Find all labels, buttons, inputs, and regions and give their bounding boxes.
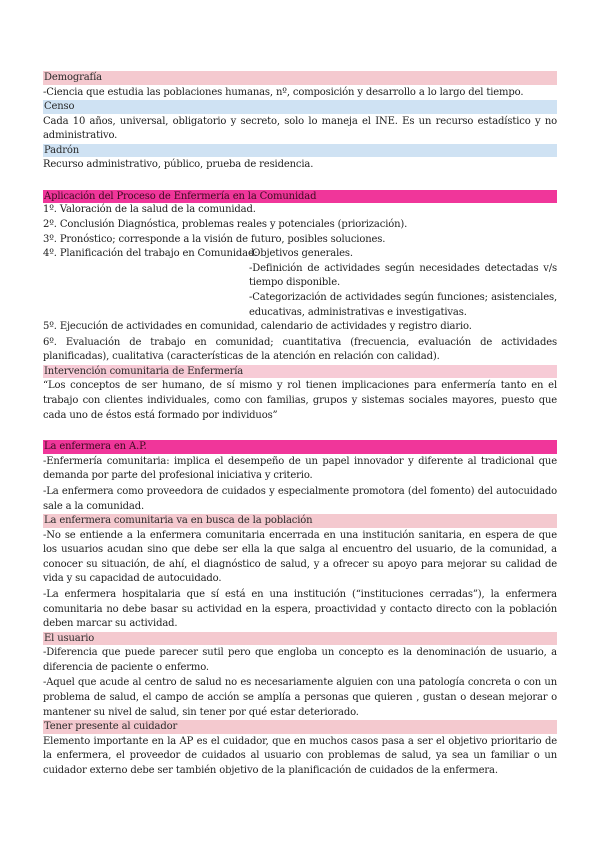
section-title-padron: Padrón	[43, 144, 557, 158]
plan-item: -Objetivos generales.	[249, 248, 353, 260]
plan-item: -Definición de actividades según necesidades detectadas v/s tiempo disponible.	[249, 262, 557, 289]
demografia-text: -Ciencia que estudia las poblaciones humanas, nº, composición y desarrollo a lo largo del tiempo.	[43, 86, 524, 98]
document-page	[43, 71, 557, 779]
intervencion-text: “Los conceptos de ser humano, de sí mismo y rol tienen implicaciones para enfermería tanto en el trabajo con clientes individuales, como con familias, grupos y sistemas sociales mayores, puesto que cada uno de éstos está formado por individuos”	[43, 380, 557, 421]
plan-item: -Categorización de actividades según funciones; asistenciales, educativas, administrativas e investigativas.	[249, 291, 557, 318]
section-title-cuidador: Tener presente al cuidador	[43, 720, 557, 734]
section-title-aplicacion: Aplicación del Proceso de Enfermería en la Comunidad	[43, 190, 557, 204]
enfermera-ap-text-1: -Enfermería comunitaria: implica el desempeño de un papel innovador y diferente al tradicional que demanda por parte del profesional iniciativa y criterio.	[43, 455, 557, 482]
section-title-enfermera-ap: La enfermera en A.P.	[43, 440, 557, 454]
enfermera-ap-text-2: -La enfermera como proveedora de cuidados y especialmente promotora (del fomento) del autocuidado sale a la comunidad.	[43, 485, 557, 512]
usuario-text-2: -Aquel que acude al centro de salud no es necesariamente alguien con una patología concreta o con un problema de salud, el campo de acción se amplía a personas que quieren , gustan o desean mejorar o mantener su nivel de salud, sin tener por qué estar deteriorado.	[43, 677, 557, 718]
section-title-censo: Censo	[43, 100, 557, 114]
section-title-busca-poblacion: La enfermera comunitaria va en busca de la población	[43, 514, 557, 528]
section-title-demografia: Demografía	[43, 71, 557, 85]
busca-poblacion-text-1: -No se entiende a la enfermera comunitaria encerrada en una institución sanitaria, en espera de que los usuarios acudan sino que debe ser ella la que salga al encuentro del usuario, de la comunidad, a conocer su situación, de ahí, el diagnóstico de salud, y a ofrecer su apoyo para mejorar su calidad de vida y su capacidad de autocuidado.	[43, 529, 557, 585]
aplicacion-step-6: 6º. Evaluación de trabajo en comunidad; cuantitativa (frecuencia, evaluación de actividades planificadas), cualitativa (características de la atención en relación con calidad).	[43, 336, 557, 363]
aplicacion-step-1: 1º. Valoración de la salud de la comunidad.	[43, 204, 256, 216]
aplicacion-step-4-label: 4º. Planificación del trabajo en Comunidad:	[43, 248, 258, 260]
busca-poblacion-text-2: -La enfermera hospitalaria que sí está en una institución (“instituciones cerradas”), la enfermera comunitaria no debe basar su actividad en la espera, proactividad y contacto directo con la población deben marcar su actividad.	[43, 588, 557, 630]
padron-text: Recurso administrativo, público, prueba de residencia.	[43, 159, 314, 171]
censo-text: Cada 10 años, universal, obligatorio y secreto, solo lo maneja el INE. Es un recurso estadístico y no administrativo.	[43, 115, 557, 142]
aplicacion-step-5: 5º. Ejecución de actividades en comunidad, calendario de actividades y registro diario.	[43, 321, 472, 333]
section-title-intervencion: Intervención comunitaria de Enfermería	[43, 365, 557, 379]
usuario-text-1: -Diferencia que puede parecer sutil pero que engloba un concepto es la denominación de usuario, a diferencia de paciente o enfermo.	[43, 647, 557, 673]
cuidador-text: Elemento importante en la AP es el cuidador, que en muchos casos pasa a ser el objetivo prioritario de la enfermera, el proveedor de cuidados al usuario con problemas de salud, ya sea un familiar o un cuidador externo debe ser también objetivo de la planificación de cuidados de la enfermera.	[43, 735, 557, 776]
section-title-usuario: El usuario	[43, 632, 557, 646]
aplicacion-step-2: 2º. Conclusión Diagnóstica, problemas reales y potenciales (priorización).	[43, 218, 408, 230]
aplicacion-step-4	[43, 247, 557, 320]
aplicacion-step-3: 3º. Pronóstico; corresponde a la visión de futuro, posibles soluciones.	[43, 233, 386, 245]
